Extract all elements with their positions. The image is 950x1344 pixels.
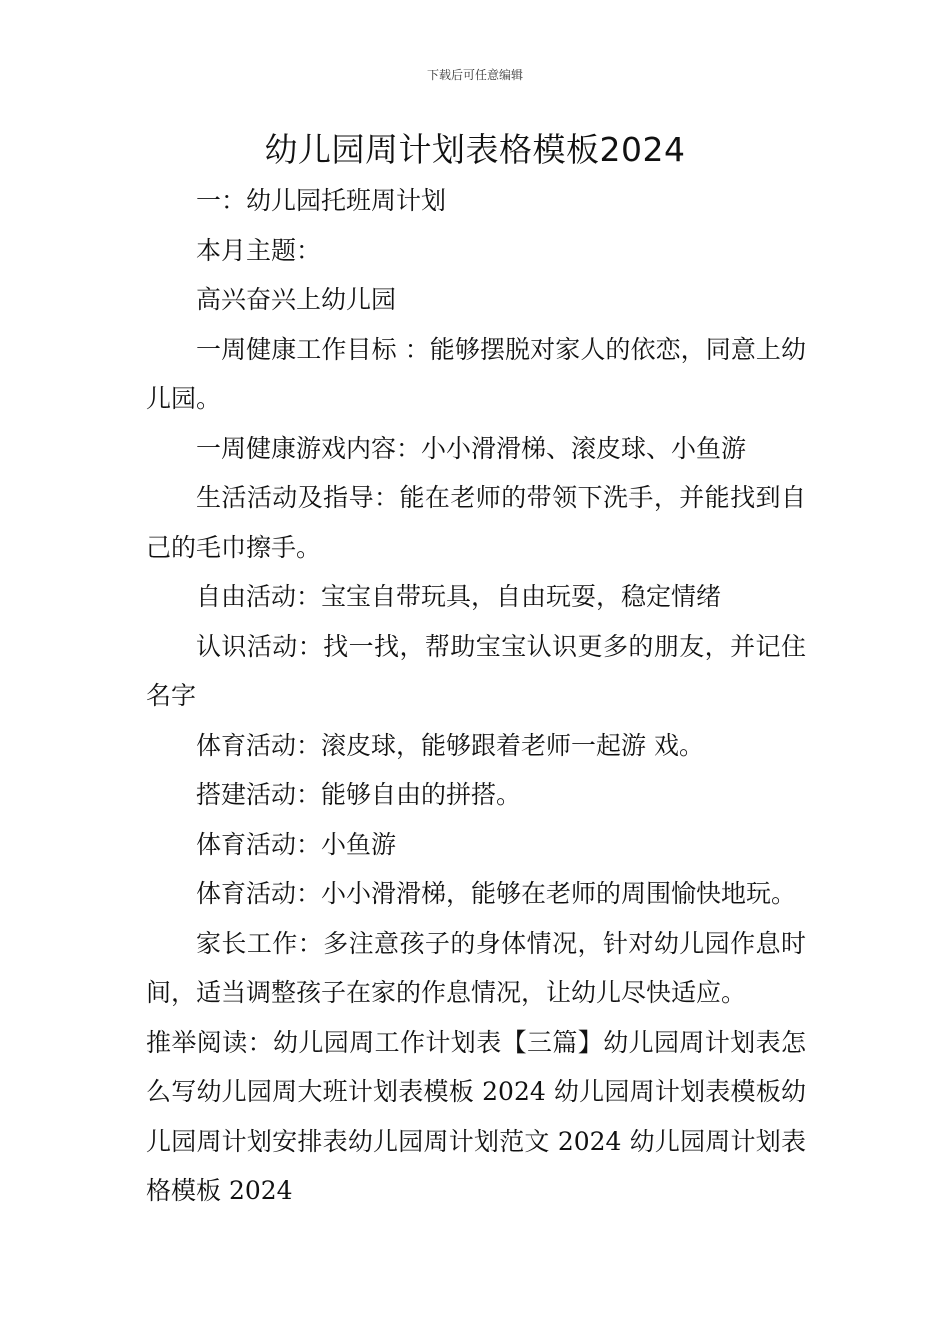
pe-activity-slide: 体育活动：小小滑滑梯，能够在老师的周围愉快地玩。 — [196, 879, 797, 908]
recognition-activity: 认识活动：找一找，帮助宝宝认识更多的朋友，并记住名字 — [146, 631, 806, 710]
pe-activity-fish: 体育活动：小鱼游 — [196, 829, 397, 859]
document-body — [146, 176, 806, 1216]
life-activity: 生活活动及指导：能在老师的带领下洗手，并能找到自己的毛巾擦手。 — [146, 483, 806, 562]
section-heading: 一：幼儿园托班周计划 — [196, 186, 447, 215]
health-games: 一周健康游戏内容：小小滑滑梯、滚皮球、小鱼游 — [196, 433, 747, 463]
parent-work: 家长工作：多注意孩子的身体情况，针对幼儿园作息时间，适当调整孩子在家的作息情况，让幼儿尽快适应。 — [146, 928, 806, 1007]
free-activity: 自由活动：宝宝自带玩具，自由玩耍，稳定情绪 — [196, 582, 722, 611]
health-goal: 一周健康工作目标 ：能够摆脱对家人的依恋，同意上幼儿园。 — [146, 334, 806, 413]
page-title: 幼儿园周计划表格模板2024 — [264, 130, 686, 169]
header-note: 下载后可任意编辑 — [426, 68, 523, 82]
theme-value: 高兴奋兴上幼儿园 — [196, 285, 397, 314]
theme-label: 本月主题： — [196, 235, 322, 265]
pe-activity-ball: 体育活动：滚皮球，能够跟着老师一起游 戏。 — [196, 730, 704, 760]
building-activity: 搭建活动：能够自由的拼搭。 — [196, 780, 522, 809]
recommended-reading: 推举阅读：幼儿园周工作计划表【三篇】幼儿园周计划表怎么写幼儿园周大班计划表模板 2024 幼儿园周计划表模板幼儿园周计划安排表幼儿园周计划范文 2024 幼儿园周计划表格模板 2024 — [146, 1027, 806, 1205]
